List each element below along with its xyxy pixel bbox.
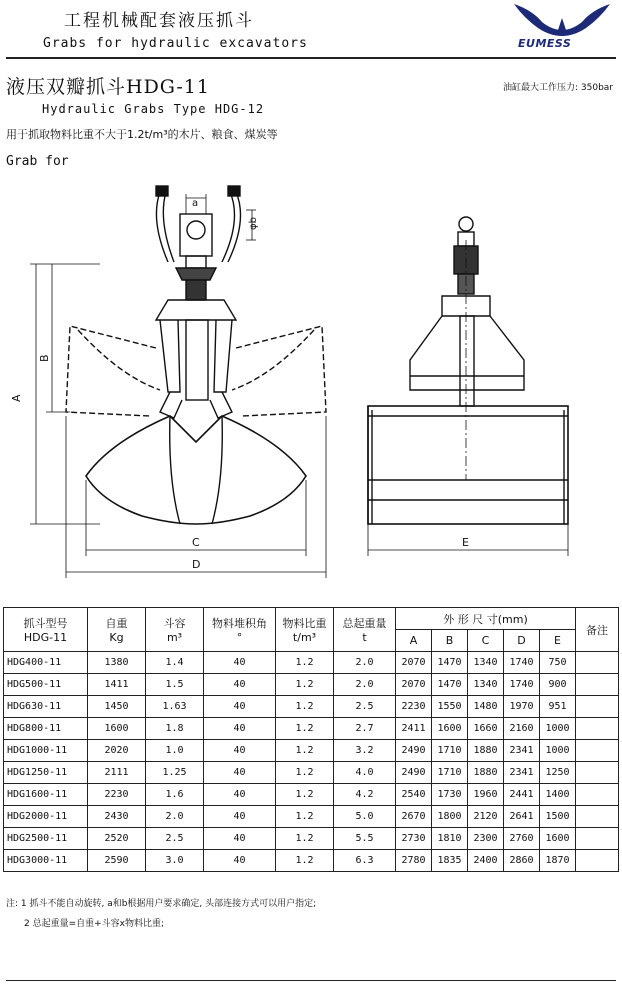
dim-label-B: B bbox=[38, 354, 51, 362]
model-cell: HDG3000-11 bbox=[4, 850, 88, 872]
spec-table-body bbox=[4, 652, 619, 872]
table-cell: 2341 bbox=[504, 762, 540, 784]
dim-label-E: E bbox=[462, 536, 469, 549]
table-cell: 1000 bbox=[540, 740, 576, 762]
col-header-model bbox=[4, 608, 88, 652]
grab-technical-drawing bbox=[0, 180, 622, 580]
table-cell: 1600 bbox=[432, 718, 468, 740]
table-cell: 3.0 bbox=[146, 850, 204, 872]
table-cell: 2411 bbox=[396, 718, 432, 740]
table-cell: 1.2 bbox=[276, 740, 334, 762]
table-cell: 2070 bbox=[396, 674, 432, 696]
document-title-en: Grabs for hydraulic excavators bbox=[43, 36, 308, 51]
table-cell: 2230 bbox=[88, 784, 146, 806]
col-header-angle-unit: ° bbox=[236, 631, 243, 644]
remark-cell bbox=[576, 762, 619, 784]
table-cell: 1600 bbox=[88, 718, 146, 740]
table-cell: 2520 bbox=[88, 828, 146, 850]
table-cell: 1660 bbox=[468, 718, 504, 740]
table-cell: 40 bbox=[204, 674, 276, 696]
table-cell: 40 bbox=[204, 806, 276, 828]
table-cell: 2490 bbox=[396, 762, 432, 784]
col-header-weight-cn: 自重 bbox=[105, 617, 128, 630]
col-header-model-en: HDG-11 bbox=[23, 631, 68, 644]
col-header-weight-unit: Kg bbox=[109, 631, 124, 644]
col-header-dim-A: A bbox=[396, 630, 432, 652]
col-header-weight bbox=[88, 608, 146, 652]
model-cell: HDG1600-11 bbox=[4, 784, 88, 806]
table-cell: 2590 bbox=[88, 850, 146, 872]
table-cell: 1450 bbox=[88, 696, 146, 718]
table-cell: 1550 bbox=[432, 696, 468, 718]
table-row bbox=[4, 740, 619, 762]
table-cell: 40 bbox=[204, 784, 276, 806]
max-pressure-note: 油缸最大工作压力: 350bar bbox=[503, 83, 613, 93]
table-cell: 40 bbox=[204, 828, 276, 850]
table-row bbox=[4, 762, 619, 784]
table-cell: 1.2 bbox=[276, 696, 334, 718]
col-header-dim-D: D bbox=[504, 630, 540, 652]
table-cell: 1.2 bbox=[276, 762, 334, 784]
table-cell: 40 bbox=[204, 652, 276, 674]
table-row bbox=[4, 806, 619, 828]
model-cell: HDG800-11 bbox=[4, 718, 88, 740]
table-cell: 2490 bbox=[396, 740, 432, 762]
table-cell: 1.2 bbox=[276, 652, 334, 674]
table-cell: 1.2 bbox=[276, 806, 334, 828]
col-header-dim-B: B bbox=[432, 630, 468, 652]
table-cell: 2020 bbox=[88, 740, 146, 762]
table-cell: 1.8 bbox=[146, 718, 204, 740]
table-cell: 1960 bbox=[468, 784, 504, 806]
col-header-density bbox=[276, 608, 334, 652]
footnotes bbox=[6, 894, 316, 934]
bucket-side-view bbox=[368, 406, 568, 524]
table-cell: 1400 bbox=[540, 784, 576, 806]
table-cell: 4.2 bbox=[334, 784, 396, 806]
table-cell: 1970 bbox=[504, 696, 540, 718]
table-cell: 1380 bbox=[88, 652, 146, 674]
model-cell: HDG1000-11 bbox=[4, 740, 88, 762]
table-cell: 750 bbox=[540, 652, 576, 674]
col-header-angle bbox=[204, 608, 276, 652]
table-row bbox=[4, 652, 619, 674]
table-cell: 1411 bbox=[88, 674, 146, 696]
model-cell: HDG500-11 bbox=[4, 674, 88, 696]
table-cell: 2441 bbox=[504, 784, 540, 806]
bucket-closed bbox=[86, 416, 306, 524]
table-cell: 1250 bbox=[540, 762, 576, 784]
table-cell: 2.0 bbox=[334, 674, 396, 696]
table-cell: 2670 bbox=[396, 806, 432, 828]
col-header-model-cn: 抓斗型号 bbox=[23, 617, 68, 630]
table-cell: 1835 bbox=[432, 850, 468, 872]
col-header-total bbox=[334, 608, 396, 652]
table-cell: 951 bbox=[540, 696, 576, 718]
table-cell: 2730 bbox=[396, 828, 432, 850]
model-title-cn: 液压双瓣抓斗HDG-11 bbox=[6, 76, 210, 98]
lifting-eye bbox=[459, 217, 473, 231]
table-cell: 2.0 bbox=[146, 806, 204, 828]
remark-cell bbox=[576, 850, 619, 872]
table-cell: 40 bbox=[204, 762, 276, 784]
table-cell: 1.5 bbox=[146, 674, 204, 696]
table-cell: 1.25 bbox=[146, 762, 204, 784]
spec-table bbox=[3, 607, 619, 872]
table-cell: 1.2 bbox=[276, 850, 334, 872]
table-cell: 40 bbox=[204, 718, 276, 740]
table-cell: 1470 bbox=[432, 674, 468, 696]
table-cell: 2400 bbox=[468, 850, 504, 872]
table-cell: 1870 bbox=[540, 850, 576, 872]
table-cell: 2341 bbox=[504, 740, 540, 762]
table-cell: 1800 bbox=[432, 806, 468, 828]
table-cell: 2.5 bbox=[334, 696, 396, 718]
table-cell: 1.0 bbox=[146, 740, 204, 762]
model-cell: HDG2500-11 bbox=[4, 828, 88, 850]
dim-label-C: C bbox=[192, 536, 200, 549]
table-cell: 1.2 bbox=[276, 718, 334, 740]
table-cell: 4.0 bbox=[334, 762, 396, 784]
dim-label-D: D bbox=[192, 558, 201, 571]
table-cell: 2.0 bbox=[334, 652, 396, 674]
table-row bbox=[4, 828, 619, 850]
table-row bbox=[4, 784, 619, 806]
table-cell: 1340 bbox=[468, 652, 504, 674]
col-header-total-cn: 总起重量 bbox=[342, 617, 387, 630]
remark-cell bbox=[576, 652, 619, 674]
col-header-remark: 备注 bbox=[576, 608, 619, 652]
table-cell: 40 bbox=[204, 850, 276, 872]
table-cell: 2111 bbox=[88, 762, 146, 784]
table-cell: 6.3 bbox=[334, 850, 396, 872]
hydraulic-hose-left bbox=[156, 192, 168, 262]
table-cell: 5.0 bbox=[334, 806, 396, 828]
footnote-1: 注: 1 抓斗不能自动旋转, a和b根据用户要求确定, 头部连接方式可以用户指定; bbox=[6, 899, 317, 909]
table-cell: 1810 bbox=[432, 828, 468, 850]
remark-cell bbox=[576, 828, 619, 850]
footer-divider bbox=[6, 980, 616, 981]
table-cell: 2760 bbox=[504, 828, 540, 850]
table-cell: 3.2 bbox=[334, 740, 396, 762]
table-cell: 2.5 bbox=[146, 828, 204, 850]
col-header-total-unit: t bbox=[362, 631, 367, 644]
table-cell: 1730 bbox=[432, 784, 468, 806]
left-jaw-open bbox=[66, 326, 156, 416]
table-cell: 2780 bbox=[396, 850, 432, 872]
dim-label-b: φb bbox=[248, 217, 259, 230]
table-row bbox=[4, 696, 619, 718]
remark-cell bbox=[576, 784, 619, 806]
grab-for-label: Grab for bbox=[6, 154, 69, 169]
table-cell: 1710 bbox=[432, 740, 468, 762]
table-cell: 1.2 bbox=[276, 784, 334, 806]
model-cell: HDG630-11 bbox=[4, 696, 88, 718]
table-cell: 1000 bbox=[540, 718, 576, 740]
table-cell: 2540 bbox=[396, 784, 432, 806]
col-header-capacity-cn: 斗容 bbox=[163, 617, 186, 630]
table-cell: 1740 bbox=[504, 674, 540, 696]
table-cell: 1.4 bbox=[146, 652, 204, 674]
table-cell: 2430 bbox=[88, 806, 146, 828]
dim-label-A: A bbox=[10, 394, 23, 402]
remark-cell bbox=[576, 718, 619, 740]
table-cell: 2860 bbox=[504, 850, 540, 872]
table-cell: 40 bbox=[204, 740, 276, 762]
table-cell: 40 bbox=[204, 696, 276, 718]
table-cell: 2641 bbox=[504, 806, 540, 828]
table-cell: 900 bbox=[540, 674, 576, 696]
table-cell: 1710 bbox=[432, 762, 468, 784]
table-cell: 1340 bbox=[468, 674, 504, 696]
model-title-en: Hydraulic Grabs Type HDG-12 bbox=[42, 102, 265, 116]
purpose-description: 用于抓取物料比重不大于1.2t/m³的木片、粮食、煤炭等 bbox=[6, 128, 278, 141]
remark-cell bbox=[576, 674, 619, 696]
table-cell: 1470 bbox=[432, 652, 468, 674]
right-jaw-open bbox=[236, 326, 326, 416]
table-cell: 1.6 bbox=[146, 784, 204, 806]
table-cell: 1880 bbox=[468, 740, 504, 762]
table-row bbox=[4, 674, 619, 696]
col-header-angle-cn: 物料堆积角 bbox=[212, 617, 267, 630]
dim-label-a: a bbox=[192, 198, 199, 209]
table-cell: 1.2 bbox=[276, 674, 334, 696]
table-cell: 2070 bbox=[396, 652, 432, 674]
remark-cell bbox=[576, 696, 619, 718]
brand-name: EUMESS bbox=[518, 37, 572, 50]
table-cell: 1500 bbox=[540, 806, 576, 828]
document-title-cn: 工程机械配套液压抓斗 bbox=[64, 11, 254, 31]
table-cell: 1.63 bbox=[146, 696, 204, 718]
model-cell: HDG1250-11 bbox=[4, 762, 88, 784]
footnote-2: 2 总起重量=自重+斗容x物料比重; bbox=[24, 919, 165, 929]
table-cell: 2300 bbox=[468, 828, 504, 850]
table-cell: 1.2 bbox=[276, 828, 334, 850]
header-divider bbox=[6, 57, 616, 59]
table-cell: 1600 bbox=[540, 828, 576, 850]
remark-cell bbox=[576, 806, 619, 828]
col-header-density-unit: t/m³ bbox=[292, 631, 317, 644]
table-row bbox=[4, 850, 619, 872]
col-header-capacity bbox=[146, 608, 204, 652]
col-header-dim-E: E bbox=[540, 630, 576, 652]
table-cell: 2120 bbox=[468, 806, 504, 828]
table-cell: 2230 bbox=[396, 696, 432, 718]
model-cell: HDG2000-11 bbox=[4, 806, 88, 828]
table-row bbox=[4, 718, 619, 740]
table-cell: 2.7 bbox=[334, 718, 396, 740]
table-cell: 1480 bbox=[468, 696, 504, 718]
col-header-capacity-unit: m³ bbox=[166, 631, 183, 644]
table-cell: 1880 bbox=[468, 762, 504, 784]
table-cell: 2160 bbox=[504, 718, 540, 740]
col-header-dim-C: C bbox=[468, 630, 504, 652]
remark-cell bbox=[576, 740, 619, 762]
model-cell: HDG400-11 bbox=[4, 652, 88, 674]
table-cell: 5.5 bbox=[334, 828, 396, 850]
col-header-density-cn: 物料比重 bbox=[282, 617, 327, 630]
col-header-dimensions: 外 形 尺 寸(mm) bbox=[396, 608, 576, 630]
table-cell: 1740 bbox=[504, 652, 540, 674]
